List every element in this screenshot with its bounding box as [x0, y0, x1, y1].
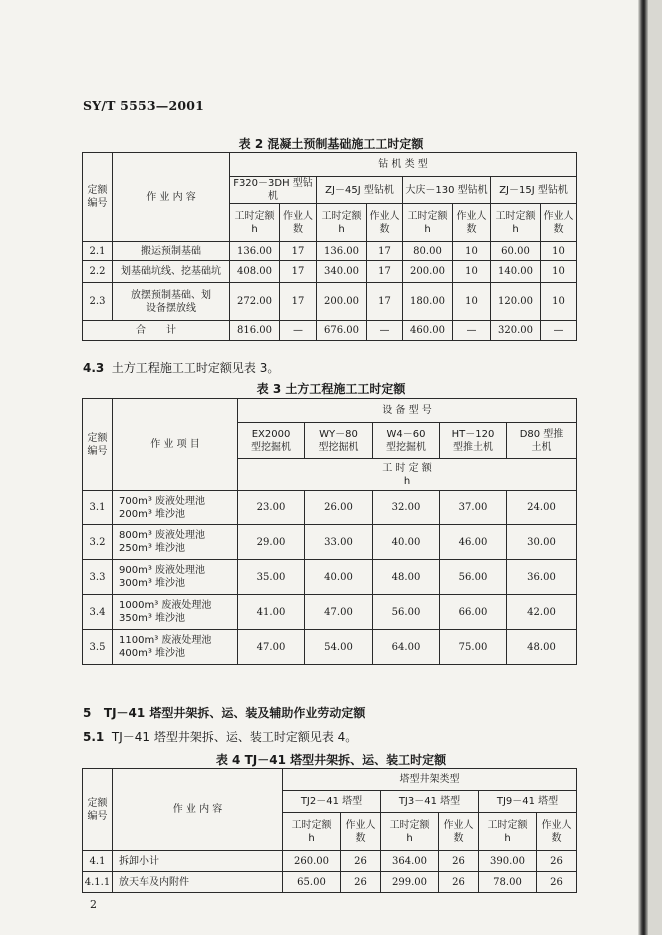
cell: 29.00 [238, 525, 305, 560]
row-code: 2.3 [83, 283, 113, 321]
cell: 36.00 [507, 560, 577, 595]
cell: 272.00 [230, 283, 280, 321]
table-row [83, 851, 577, 872]
cell: 320.00 [491, 321, 541, 341]
table3-equip-4: HT－120 型推土机 [440, 423, 507, 459]
cell: 17 [367, 283, 403, 321]
doc-code-header: SY/T 5553—2001 [83, 98, 205, 113]
cell: 24.00 [507, 491, 577, 525]
cell: 47.00 [305, 595, 373, 630]
cell: 30.00 [507, 525, 577, 560]
row-content: 1100m³ 废液处理池 400m³ 堆沙池 [113, 630, 238, 665]
table2-caption: 表 2 混凝土预制基础施工工时定额 [238, 137, 424, 151]
table2-sub-hours-2: 工时定额 h [317, 204, 367, 242]
cell: 56.00 [440, 560, 507, 595]
cell: 676.00 [317, 321, 367, 341]
cell: 10 [453, 283, 491, 321]
table-row [83, 283, 577, 321]
row-content: 划基础坑线、挖基础坑 [113, 261, 230, 283]
cell: 17 [280, 261, 317, 283]
cell: 35.00 [238, 560, 305, 595]
cell: 10 [453, 261, 491, 283]
table4-sub-people-3: 作业人数 [537, 813, 577, 851]
cell: 17 [367, 261, 403, 283]
cell: 136.00 [230, 242, 280, 261]
cell: 200.00 [403, 261, 453, 283]
table3-header-content: 作 业 项 目 [113, 399, 238, 491]
cell: 40.00 [373, 525, 440, 560]
table4-sub-hours-1: 工时定额 h [283, 813, 341, 851]
table2-sub-hours-3: 工时定额 h [403, 204, 453, 242]
cell: 33.00 [305, 525, 373, 560]
row-code: 3.4 [83, 595, 113, 630]
table2-sub-people-3: 作业人数 [453, 204, 491, 242]
table-row [83, 595, 577, 630]
table4-caption: 表 4 TJ－41 塔型井架拆、运、装工时定额 [215, 753, 447, 767]
table3-equip-3: W4－60 型挖掘机 [373, 423, 440, 459]
row-code: 4.1 [83, 851, 113, 872]
cell: 56.00 [373, 595, 440, 630]
table4-header-content: 作 业 内 容 [113, 769, 283, 851]
cell: 64.00 [373, 630, 440, 665]
row-content: 700m³ 废液处理池 200m³ 堆沙池 [113, 491, 238, 525]
cell: 390.00 [479, 851, 537, 872]
row-content: 放摆预制基础、划设备摆放线 [113, 283, 230, 321]
cell: 32.00 [373, 491, 440, 525]
table3-equip-2: WY－80 型挖掘机 [305, 423, 373, 459]
table2-header-content: 作 业 内 容 [113, 153, 230, 242]
table2-sub-people-2: 作业人数 [367, 204, 403, 242]
cell: 66.00 [440, 595, 507, 630]
cell: 364.00 [381, 851, 439, 872]
table-row [83, 872, 577, 893]
table3-equip-1: EX2000 型挖掘机 [238, 423, 305, 459]
table2-rig-1: F320－3DH 型钻机 [230, 177, 317, 204]
cell: — [367, 321, 403, 341]
row-content: 放天车及内附件 [113, 872, 283, 893]
cell: 17 [280, 242, 317, 261]
cell: 299.00 [381, 872, 439, 893]
table4-sub-people-2: 作业人数 [439, 813, 479, 851]
cell: 54.00 [305, 630, 373, 665]
table4-group-header: 塔型井架类型 [283, 769, 577, 791]
table-row [83, 242, 577, 261]
cell: 816.00 [230, 321, 280, 341]
cell: 42.00 [507, 595, 577, 630]
table4-sub-people-1: 作业人数 [341, 813, 381, 851]
cell: 10 [541, 283, 577, 321]
cell: 26 [341, 872, 381, 893]
table3-header-code: 定额编号 [83, 399, 113, 491]
cell: 340.00 [317, 261, 367, 283]
table-row [83, 525, 577, 560]
table2-rig-4: ZJ－15J 型钻机 [491, 177, 577, 204]
cell: 47.00 [238, 630, 305, 665]
cell: 200.00 [317, 283, 367, 321]
cell: 41.00 [238, 595, 305, 630]
cell: 180.00 [403, 283, 453, 321]
row-code: 2.2 [83, 261, 113, 283]
cell: 408.00 [230, 261, 280, 283]
table-total-row [83, 321, 577, 341]
cell: 78.00 [479, 872, 537, 893]
cell: 136.00 [317, 242, 367, 261]
row-code: 3.3 [83, 560, 113, 595]
cell: 120.00 [491, 283, 541, 321]
cell: 26 [537, 851, 577, 872]
table2 [82, 152, 577, 341]
cell: — [280, 321, 317, 341]
cell: 23.00 [238, 491, 305, 525]
row-code: 2.1 [83, 242, 113, 261]
table3-hours-label: 工 时 定 额 h [238, 459, 577, 491]
row-code: 3.2 [83, 525, 113, 560]
table4-type-1: TJ2－41 塔型 [283, 791, 381, 813]
table-row [83, 491, 577, 525]
table3 [82, 398, 577, 665]
cell: 460.00 [403, 321, 453, 341]
cell: 80.00 [403, 242, 453, 261]
cell: 140.00 [491, 261, 541, 283]
table4-type-2: TJ3－41 塔型 [381, 791, 479, 813]
total-label: 合 计 [83, 321, 230, 341]
table3-caption: 表 3 土方工程施工工时定额 [256, 382, 406, 396]
cell: 75.00 [440, 630, 507, 665]
page-number: 2 [90, 898, 97, 911]
table4-sub-hours-3: 工时定额 h [479, 813, 537, 851]
table2-sub-people-1: 作业人数 [280, 204, 317, 242]
row-content: 搬运预制基础 [113, 242, 230, 261]
cell: 260.00 [283, 851, 341, 872]
cell: 26.00 [305, 491, 373, 525]
table2-sub-hours-4: 工时定额 h [491, 204, 541, 242]
table4-type-3: TJ9－41 塔型 [479, 791, 577, 813]
row-code: 4.1.1 [83, 872, 113, 893]
row-content: 900m³ 废液处理池 300m³ 堆沙池 [113, 560, 238, 595]
cell: 26 [341, 851, 381, 872]
cell: 48.00 [373, 560, 440, 595]
table-row [83, 560, 577, 595]
cell: 60.00 [491, 242, 541, 261]
cell: 17 [280, 283, 317, 321]
cell: 10 [541, 261, 577, 283]
cell: 10 [541, 242, 577, 261]
table2-group-header: 钻 机 类 型 [230, 153, 577, 177]
cell: 37.00 [440, 491, 507, 525]
row-code: 3.5 [83, 630, 113, 665]
cell: 26 [537, 872, 577, 893]
row-content: 1000m³ 废液处理池 350m³ 堆沙池 [113, 595, 238, 630]
row-content: 拆卸小计 [113, 851, 283, 872]
row-code: 3.1 [83, 491, 113, 525]
table3-group-header: 设 备 型 号 [238, 399, 577, 423]
cell: 26 [439, 872, 479, 893]
cell: 46.00 [440, 525, 507, 560]
para-5-1: 5.1 TJ－41 塔型井架拆、运、装工时定额见表 4。 [83, 730, 358, 744]
cell: 40.00 [305, 560, 373, 595]
table4 [82, 768, 577, 893]
table2-rig-3: 大庆－130 型钻机 [403, 177, 491, 204]
table-row [83, 261, 577, 283]
table4-sub-hours-2: 工时定额 h [381, 813, 439, 851]
table3-equip-5: D80 型推土机 [507, 423, 577, 459]
cell: — [453, 321, 491, 341]
row-content: 800m³ 废液处理池 250m³ 堆沙池 [113, 525, 238, 560]
table2-header-code: 定额编号 [83, 153, 113, 242]
para-4-3: 4.3 土方工程施工工时定额见表 3。 [83, 361, 280, 375]
cell: 48.00 [507, 630, 577, 665]
cell: 10 [453, 242, 491, 261]
cell: — [541, 321, 577, 341]
cell: 26 [439, 851, 479, 872]
table2-sub-people-4: 作业人数 [541, 204, 577, 242]
table-row [83, 630, 577, 665]
table2-rig-2: ZJ－45J 型钻机 [317, 177, 403, 204]
table4-header-code: 定额编号 [83, 769, 113, 851]
table2-sub-hours-1: 工时定额 h [230, 204, 280, 242]
cell: 65.00 [283, 872, 341, 893]
section-5-heading: 5 TJ－41 塔型井架拆、运、装及辅助作业劳动定额 [83, 706, 366, 720]
cell: 17 [367, 242, 403, 261]
